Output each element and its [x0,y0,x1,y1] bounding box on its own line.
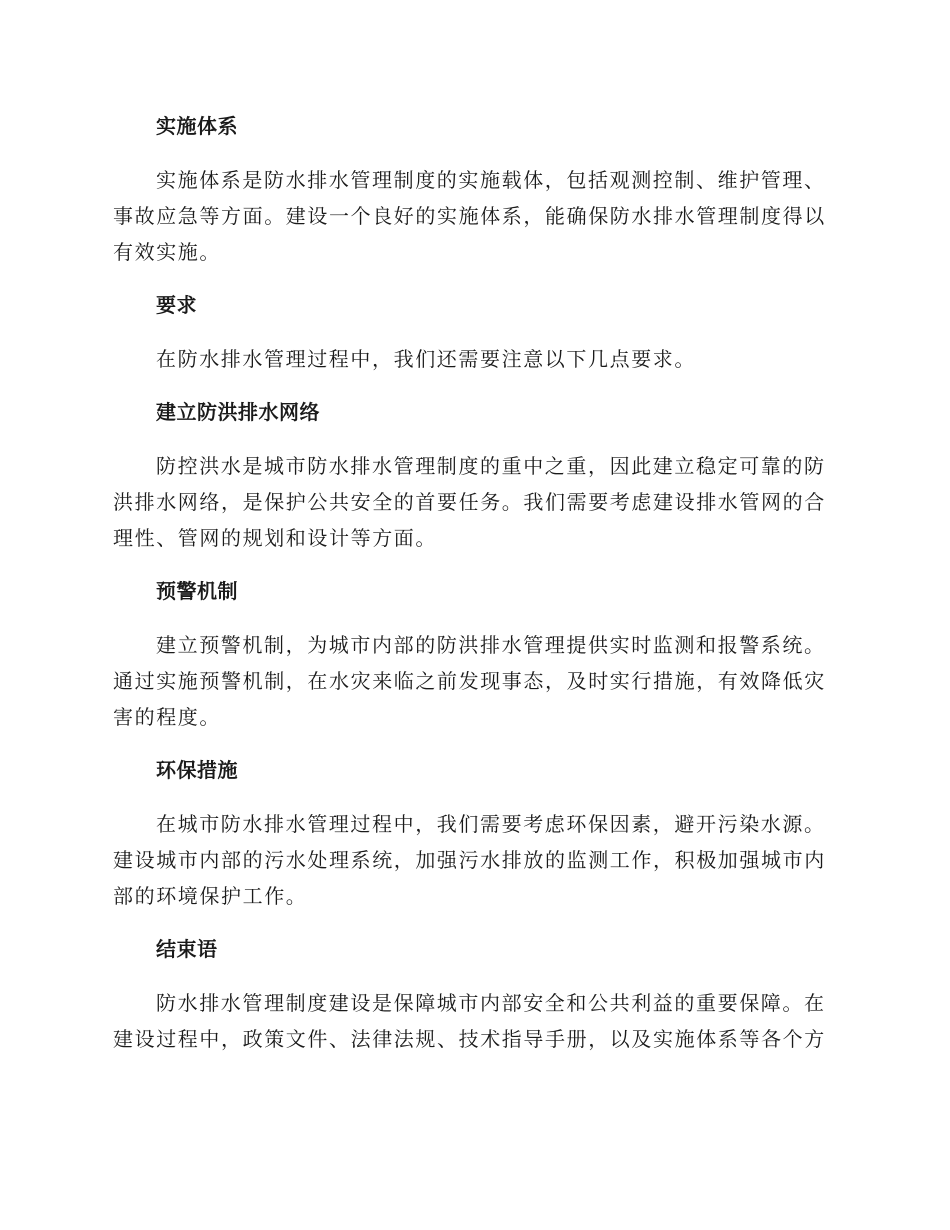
paragraph-line: 建立预警机制，为城市内部的防洪排水管理提供实时监测和报警系统。 [156,633,826,657]
paragraph-line: 在城市防水排水管理过程中，我们需要考虑环保因素，避开污染水源。 [156,812,826,836]
paragraph-line: 防控洪水是城市防水排水管理制度的重中之重，因此建立稳定可靠的防 [156,454,826,478]
paragraph-line: 洪排水网络，是保护公共安全的首要任务。我们需要考虑建设排水管网的合 [113,490,826,514]
paragraph-line: 建设城市内部的污水处理系统，加强污水排放的监测工作，积极加强城市内 [113,848,826,872]
paragraph-line: 理性、管网的规划和设计等方面。 [113,526,437,550]
section-heading: 建立防洪排水网络 [156,400,320,424]
section-paragraph [113,162,829,270]
paragraph-line: 建设过程中，政策文件、法律法规、技术指导手册，以及实施体系等各个方 [113,1027,826,1051]
section-paragraph [113,448,829,556]
section-paragraph [113,341,829,377]
paragraph-line: 有效实施。 [113,240,221,264]
paragraph-line: 实施体系是防水排水管理制度的实施载体，包括观测控制、维护管理、 [156,168,826,192]
section-heading: 环保措施 [156,758,238,782]
section-heading: 结束语 [156,937,218,961]
section-heading: 实施体系 [156,114,238,138]
paragraph-line: 防水排水管理制度建设是保障城市内部安全和公共利益的重要保障。在 [156,991,826,1015]
section-paragraph [113,806,829,914]
section-paragraph [113,627,829,735]
paragraph-line: 部的环境保护工作。 [113,884,308,908]
paragraph-line: 害的程度。 [113,705,221,729]
document-page [113,108,829,1057]
section-heading: 预警机制 [156,579,238,603]
paragraph-line: 在防水排水管理过程中，我们还需要注意以下几点要求。 [156,347,696,371]
section-heading: 要求 [156,293,197,317]
section-paragraph [113,985,829,1057]
paragraph-line: 事故应急等方面。建设一个良好的实施体系，能确保防水排水管理制度得以 [113,204,826,228]
paragraph-line: 通过实施预警机制，在水灾来临之前发现事态，及时实行措施，有效降低灾 [113,669,826,693]
